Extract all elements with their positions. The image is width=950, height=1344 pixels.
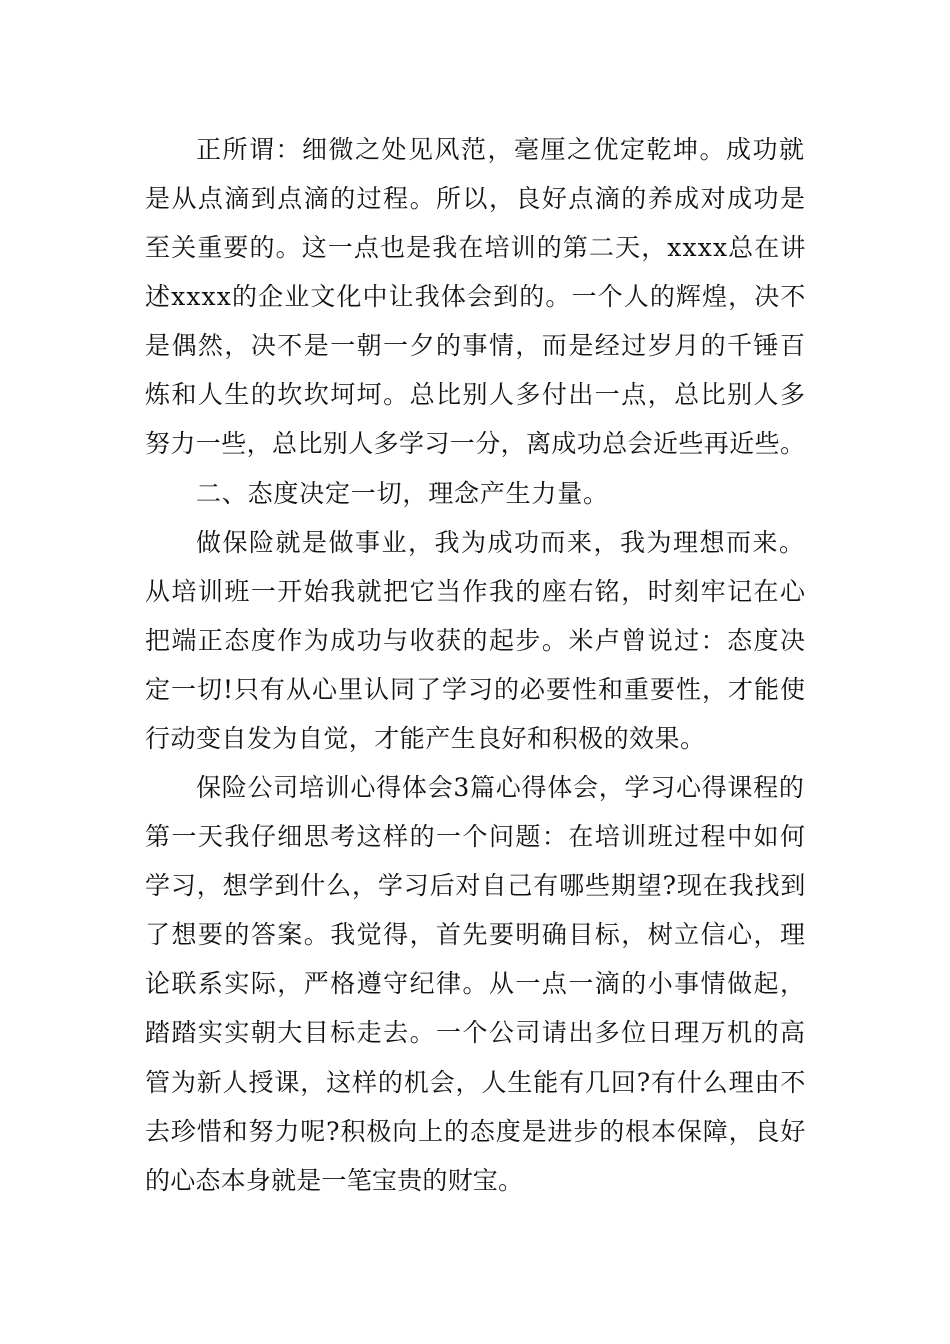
text-line: 的心态本身就是一笔宝贵的财宝。 <box>145 1166 524 1195</box>
text-line: 是从点滴到点滴的过程。所以，良好点滴的养成对成功是 <box>145 184 807 213</box>
text-line: 炼和人生的坎坎坷坷。总比别人多付出一点，总比别人多 <box>145 380 807 409</box>
text-line: 论联系实际，严格遵守纪律。从一点一滴的小事情做起， <box>145 969 807 998</box>
text-line: 保险公司培训心得体会3篇心得体会，学习心得课程的 <box>196 773 805 802</box>
text-line: 把端正态度作为成功与收获的起步。米卢曾说过：态度决 <box>145 626 807 655</box>
text-line: 管为新人授课，这样的机会，人生能有几回?有什么理由不 <box>145 1068 807 1097</box>
text-line: 至关重要的。这一点也是我在培训的第二天，xxxx总在讲 <box>145 233 807 262</box>
text-line: 做保险就是做事业，我为成功而来，我为理想而来。 <box>196 528 806 557</box>
text-line: 正所谓：细微之处见风范，毫厘之优定乾坤。成功就 <box>196 135 806 164</box>
text-line: 踏踏实实朝大目标走去。一个公司请出多位日理万机的高 <box>145 1018 807 1047</box>
text-line: 定一切!只有从心里认同了学习的必要性和重要性，才能使 <box>145 675 807 704</box>
text-line: 了想要的答案。我觉得，首先要明确目标，树立信心，理 <box>145 920 807 949</box>
text-line: 努力一些，总比别人多学习一分，离成功总会近些再近些。 <box>145 429 806 458</box>
section-heading: 二、态度决定一切，理念产生力量。 <box>196 479 609 508</box>
text-line: 学习，想学到什么，学习后对自己有哪些期望?现在我找到 <box>145 871 807 900</box>
text-line: 从培训班一开始我就把它当作我的座右铭，时刻牢记在心 <box>145 577 807 606</box>
text-line: 去珍惜和努力呢?积极向上的态度是进步的根本保障，良好 <box>145 1117 807 1146</box>
text-line: 第一天我仔细思考这样的一个问题：在培训班过程中如何 <box>145 822 807 851</box>
text-line: 是偶然，决不是一朝一夕的事情，而是经过岁月的千锤百 <box>145 331 807 360</box>
text-line: 行动变自发为自觉，才能产生良好和积极的效果。 <box>145 724 706 753</box>
text-line: 述xxxx的企业文化中让我体会到的。一个人的辉煌，决不 <box>145 282 807 311</box>
